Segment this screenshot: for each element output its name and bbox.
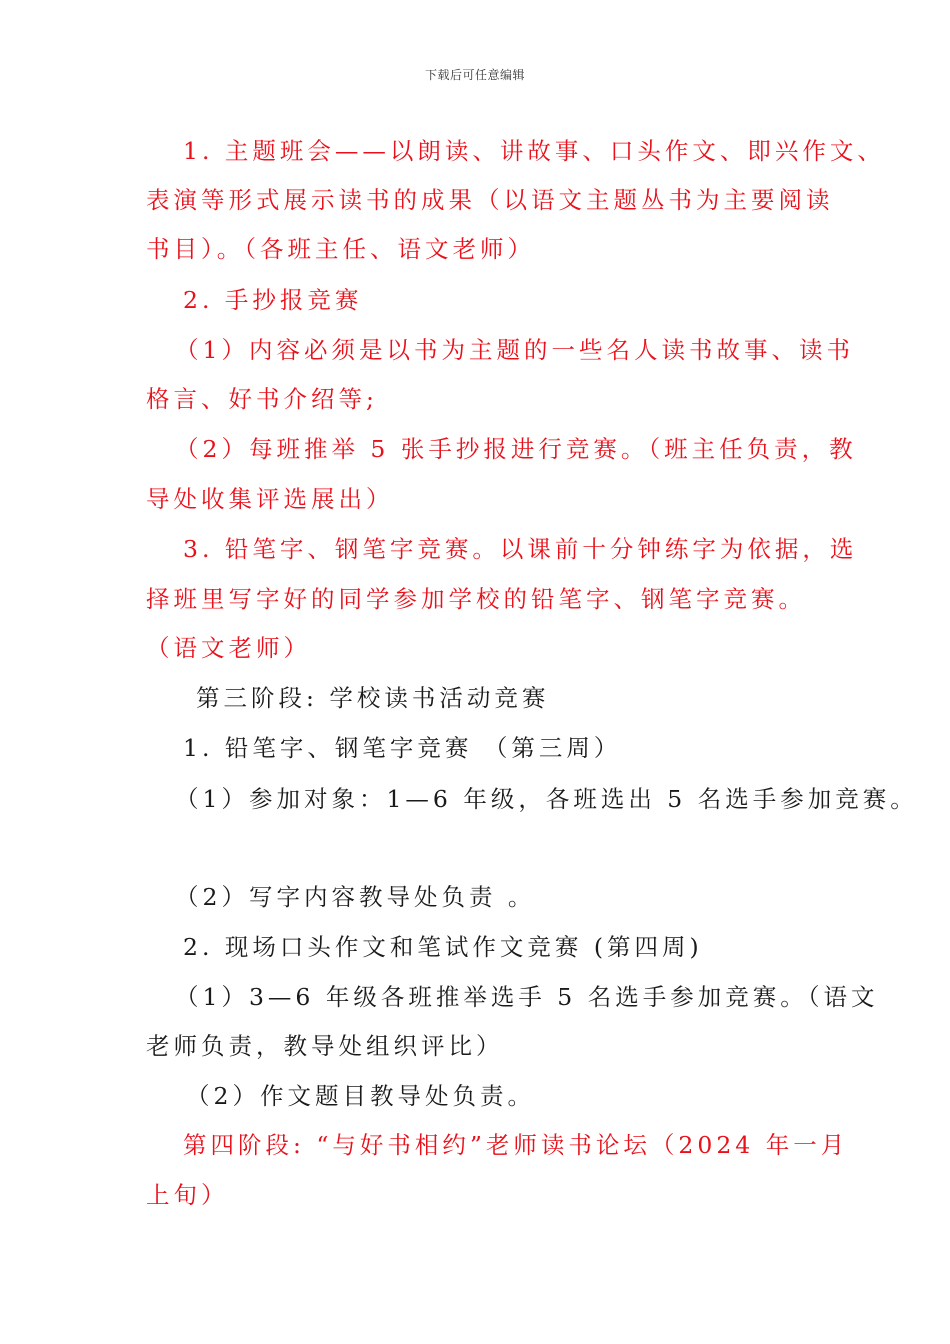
- text-line: 上旬）: [146, 1181, 229, 1209]
- text-line: （2）每班推举 5 张手抄报进行竞赛。（班主任负责，教: [175, 435, 857, 463]
- text-line: （语文老师）: [146, 634, 311, 662]
- text-line: （1）参加对象：1—6 年级，各班选出 5 名选手参加竞赛。: [175, 785, 918, 813]
- text-line: 书目）。（各班主任、语文老师）: [146, 235, 535, 263]
- text-line: （1）内容必须是以书为主题的一些名人读书故事、读书: [175, 336, 854, 364]
- text-line: （2）写字内容教导处负责 。: [175, 883, 536, 911]
- section-heading: 第三阶段: 学校读书活动竞赛: [196, 684, 550, 712]
- text-line: 3. 铅笔字、钢笔字竞赛。以课前十分钟练字为依据，选: [183, 535, 858, 563]
- page-header: 下载后可任意编辑: [424, 68, 525, 82]
- text-line: （1）3—6 年级各班推举选手 5 名选手参加竞赛。（语文: [175, 983, 879, 1011]
- text-line: 老师负责，教导处组织评比）: [146, 1032, 504, 1060]
- text-line: 2. 手抄报竞赛: [183, 286, 363, 314]
- text-line: （2）作文题目教导处负责。: [186, 1082, 535, 1110]
- text-line: 表演等形式展示读书的成果（以语文主题丛书为主要阅读: [146, 186, 834, 214]
- section-heading: 第四阶段: “与好书相约”老师读书论坛（2024 年一月: [183, 1131, 849, 1159]
- text-line: 择班里写字好的同学参加学校的铅笔字、钢笔字竞赛。: [146, 585, 806, 613]
- text-line: 格言、好书介绍等;: [146, 385, 378, 413]
- text-line: 导处收集评选展出）: [146, 485, 394, 513]
- text-line: 1. 铅笔字、钢笔字竞赛 （第三周）: [183, 734, 622, 762]
- text-line: 1. 主题班会——以朗读、讲故事、口头作文、即兴作文、: [183, 137, 885, 165]
- text-line: 2. 现场口头作文和笔试作文竞赛 (第四周): [183, 933, 703, 961]
